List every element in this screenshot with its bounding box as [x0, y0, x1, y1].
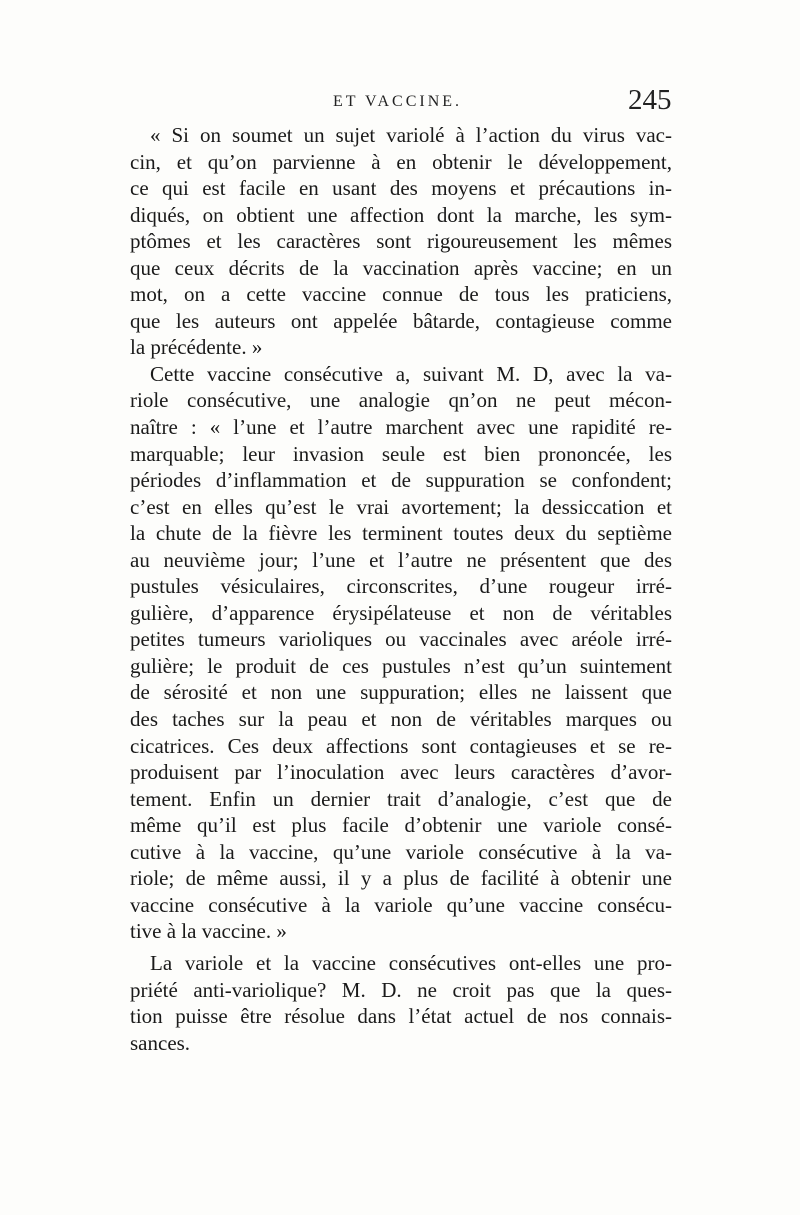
text-line: au neuvième jour; l’une et l’autre ne présentent que des	[130, 547, 672, 572]
text-line: la précédente. »	[130, 335, 263, 360]
text-line: marquable; leur invasion seule est bien prononcée, les	[130, 441, 672, 466]
text-line: gulière; le produit de ces pustules n’est qu’un suintement	[130, 653, 672, 678]
text-line: cutive à la vaccine, qu’une variole consécutive à la va-	[130, 839, 672, 864]
text-line: La variole et la vaccine consécutives ont-elles une pro-	[150, 950, 672, 975]
text-line: priété anti-variolique? M. D. ne croit pas que la ques-	[130, 977, 672, 1002]
text-line: sances.	[130, 1030, 191, 1055]
text-line: petites tumeurs varioliques ou vaccinales avec aréole irré-	[130, 627, 672, 652]
text-line: des taches sur la peau et non de véritables marques ou	[130, 707, 672, 732]
text-line: périodes d’inflammation et de suppuration se confondent;	[130, 468, 672, 493]
text-line: la chute de la fièvre les terminent toutes deux du septième	[130, 521, 672, 546]
text-line: tement. Enfin un dernier trait d’analogie, c’est que de	[130, 786, 672, 811]
text-line: riole consécutive, une analogie qn’on ne peut mécon-	[130, 388, 672, 413]
text-line: vaccine consécutive à la variole qu’une vaccine consécu-	[130, 892, 672, 917]
text-line: cicatrices. Ces deux affections sont contagieuses et se re-	[130, 733, 672, 758]
text-line: même qu’il est plus facile d’obtenir une variole consé-	[130, 813, 672, 838]
text-line: c’est en elles qu’est le vrai avortement; la dessiccation et	[130, 494, 672, 519]
text-line: tive à la vaccine. »	[130, 919, 287, 944]
paragraph-1	[130, 122, 672, 361]
running-head: ET VACCINE.	[333, 93, 463, 110]
text-line: de sérosité et non une suppuration; elles ne laissent que	[130, 680, 672, 705]
paragraph-2	[130, 361, 672, 945]
paragraph-3	[130, 950, 672, 1056]
text-line: tion puisse être résolue dans l’état actuel de nos connais-	[130, 1004, 672, 1029]
text-line: cin, et qu’on parvienne à en obtenir le développement,	[130, 149, 672, 174]
text-line: « Si on soumet un sujet variolé à l’action du virus vac-	[150, 123, 672, 147]
text-line: diqués, on obtient une affection dont la marche, les sym-	[130, 202, 672, 227]
text-line: pustules vésiculaires, circonscrites, d’une rougeur irré-	[130, 574, 672, 599]
text-line: gulière, d’apparence érysipélateuse et non de véritables	[130, 600, 672, 625]
text-line: ptômes et les caractères sont rigoureusement les mêmes	[130, 229, 672, 254]
text-line: produisent par l’inoculation avec leurs caractères d’avor-	[130, 760, 672, 785]
text-line: riole; de même aussi, il y a plus de facilité à obtenir une	[130, 866, 672, 891]
body-text	[130, 122, 672, 1056]
page-number: 245	[628, 84, 672, 116]
text-line: que les auteurs ont appelée bâtarde, contagieuse comme	[130, 308, 672, 333]
text-line: que ceux décrits de la vaccination après vaccine; en un	[130, 255, 672, 280]
text-line: naître : « l’une et l’autre marchent avec une rapidité re-	[130, 415, 672, 440]
text-line: mot, on a cette vaccine connue de tous les praticiens,	[130, 282, 672, 307]
text-line: Cette vaccine consécutive a, suivant M. D, avec la va-	[150, 361, 672, 386]
text-line: ce qui est facile en usant des moyens et précautions in-	[130, 176, 672, 201]
